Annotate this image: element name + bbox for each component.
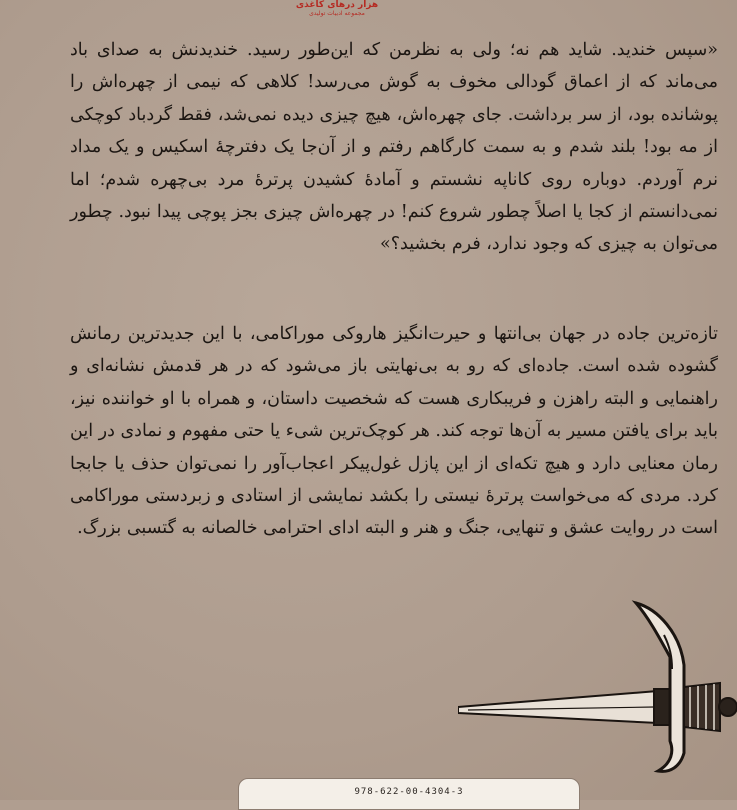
description-paragraph: [70, 318, 718, 545]
isbn-text: 978-622-00-4304-3: [354, 787, 464, 797]
sword-illustration: [458, 595, 737, 775]
publisher-logo-subtitle: مجموعه ادبیات تولیدی: [309, 10, 365, 17]
isbn-barcode-label: [238, 778, 580, 810]
description-text: تازه‌ترین جاده در جهان بی‌انتها و حیرت‌انگیز هاروکی موراکامی، با این جدیدترین رمانش گشوده شده است. جاده‌ای که رو به بی‌نهایتی باز می‌شود که در هر قدمش نشانه‌ای و راهنمایی و البته راهزن و فریبکاری هست که شخصیت داستان، و همراه با او خواننده نیز، باید برای یافتن مسیر به آن‌ها توجه کند. هر کوچک‌ترین شیء یا حتی مفهوم و نمادی در این رمان معنایی دارد و هیچ تکه‌ای از این پازل غول‌پیکر اعجاب‌آور را نمی‌توان حذف یا جابجا کرد. مردی که می‌خواست پرترهٔ نیستی را بکشد نمایشی از استادی و زبردستی موراکامی است در روایت عشق و تنهایی، جنگ و هنر و البته ادای احترامی خالصانه به گتسبی بزرگ.: [70, 324, 718, 539]
publisher-logo: [292, 0, 382, 16]
quote-text: «سپس خندید. شاید هم نه؛ ولی به نظرمن که این‌طور رسید. خندیدنش به صدای باد می‌ماند که از اعماق گودالی مخوف به گوش می‌رسد! کلاهی که نیمی از چهره‌اش را پوشانده بود، از سر برداشت. جای چهره‌اش، هیچ چیزی دیده نمی‌شد، فقط گردباد کوچکی از مه بود! بلند شدم و به سمت کارگاهم رفتم و از آن‌جا یک دفترچهٔ اسکیس و یک مداد نرم آوردم. دوباره روی کاناپه نشستم و آمادهٔ کشیدن پرترهٔ مرد بی‌چهره شدم؛ اما نمی‌دانستم از کجا یا اصلاً چطور شروع کنم! در چهره‌اش چیزی بجز پوچی پیدا نبود. چطور می‌توان به چیزی که وجود ندارد، فرم بخشید؟»: [70, 40, 718, 255]
quote-paragraph: [70, 34, 718, 261]
publisher-logo-name: هزار درهای کاغذی: [295, 0, 379, 10]
